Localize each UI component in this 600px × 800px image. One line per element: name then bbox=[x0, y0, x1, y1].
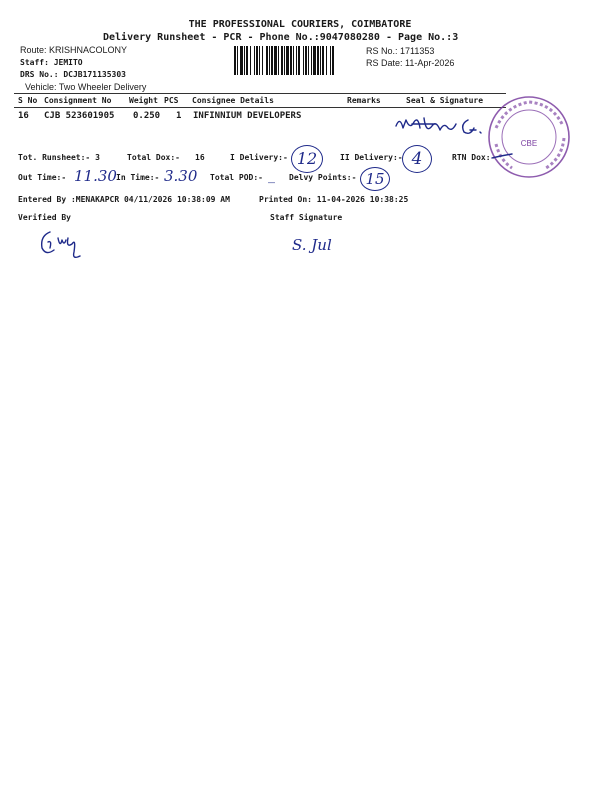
total-dox-value: 16 bbox=[195, 153, 205, 162]
row-weight: 0.250 bbox=[133, 111, 161, 121]
i-delivery-value: 12 bbox=[291, 145, 323, 173]
delvy-points-value: 15 bbox=[360, 167, 390, 191]
col-consignee: Consignee Details bbox=[192, 96, 274, 105]
entered-by: Entered By :MENAKAPCR 04/11/2026 10:38:09 AM bbox=[18, 195, 230, 204]
stamp-center-text: CBE bbox=[520, 139, 538, 148]
ii-delivery-value: 4 bbox=[402, 145, 432, 173]
out-time-value: 11.30 bbox=[74, 167, 117, 185]
col-seal: Seal & Signature bbox=[406, 96, 484, 105]
runsheet-subtitle: Delivery Runsheet - PCR - Phone No.:9047080280 - Page No.:3 bbox=[103, 32, 459, 43]
tot-runsheet: Tot. Runsheet:- 3 bbox=[18, 153, 100, 162]
staff-label: Staff: JEMITO bbox=[20, 58, 83, 67]
company-stamp bbox=[486, 94, 572, 180]
row-pcs: 1 bbox=[176, 111, 182, 121]
total-dox-label: Total Dox:- bbox=[127, 153, 180, 162]
col-weight: Weight bbox=[129, 96, 158, 105]
verified-by-label: Verified By bbox=[18, 213, 71, 222]
col-pcs: PCS bbox=[164, 96, 179, 105]
rtn-dox-label: RTN Dox:- bbox=[452, 153, 496, 162]
row-consignment: CJB 523601905 bbox=[44, 111, 115, 121]
row-sno: 16 bbox=[18, 111, 29, 121]
ii-delivery-label: II Delivery:- bbox=[340, 153, 403, 162]
in-time-label: In Time:- bbox=[116, 173, 160, 182]
seal-signature bbox=[392, 112, 492, 142]
out-time-label: Out Time:- bbox=[18, 173, 67, 182]
printed-on: Printed On: 11-04-2026 10:38:25 bbox=[259, 195, 409, 204]
header-bottom-rule bbox=[14, 107, 506, 108]
total-pod-label: Total POD:- bbox=[210, 173, 263, 182]
delvy-points-label: Delvy Points:- bbox=[289, 173, 357, 182]
in-time-value: 3.30 bbox=[164, 167, 198, 185]
verified-signature bbox=[36, 226, 86, 264]
rs-number: RS No.: 1711353 bbox=[366, 46, 435, 56]
company-title: THE PROFESSIONAL COURIERS, COIMBATORE bbox=[188, 19, 412, 30]
row-consignee: INFINNIUM DEVELOPERS bbox=[193, 111, 302, 121]
route-label: Route: KRISHNACOLONY bbox=[20, 45, 128, 55]
total-pod-value: _ bbox=[268, 168, 275, 184]
barcode-icon bbox=[233, 46, 361, 75]
drs-number: DRS No.: DCJB171135303 bbox=[20, 70, 126, 79]
staff-signature-handwritten: S. Jul bbox=[292, 236, 332, 254]
staff-signature-label: Staff Signature bbox=[270, 213, 343, 222]
header-top-rule bbox=[14, 93, 506, 94]
rtn-dox-dash bbox=[490, 150, 514, 164]
col-sno: S No bbox=[18, 96, 38, 105]
col-consignment: Consignment No bbox=[44, 96, 112, 105]
col-remarks: Remarks bbox=[347, 96, 381, 105]
rs-date: RS Date: 11-Apr-2026 bbox=[366, 58, 455, 68]
vehicle-label: Vehicle: Two Wheeler Delivery bbox=[25, 82, 147, 92]
i-delivery-label: I Delivery:- bbox=[230, 153, 288, 162]
